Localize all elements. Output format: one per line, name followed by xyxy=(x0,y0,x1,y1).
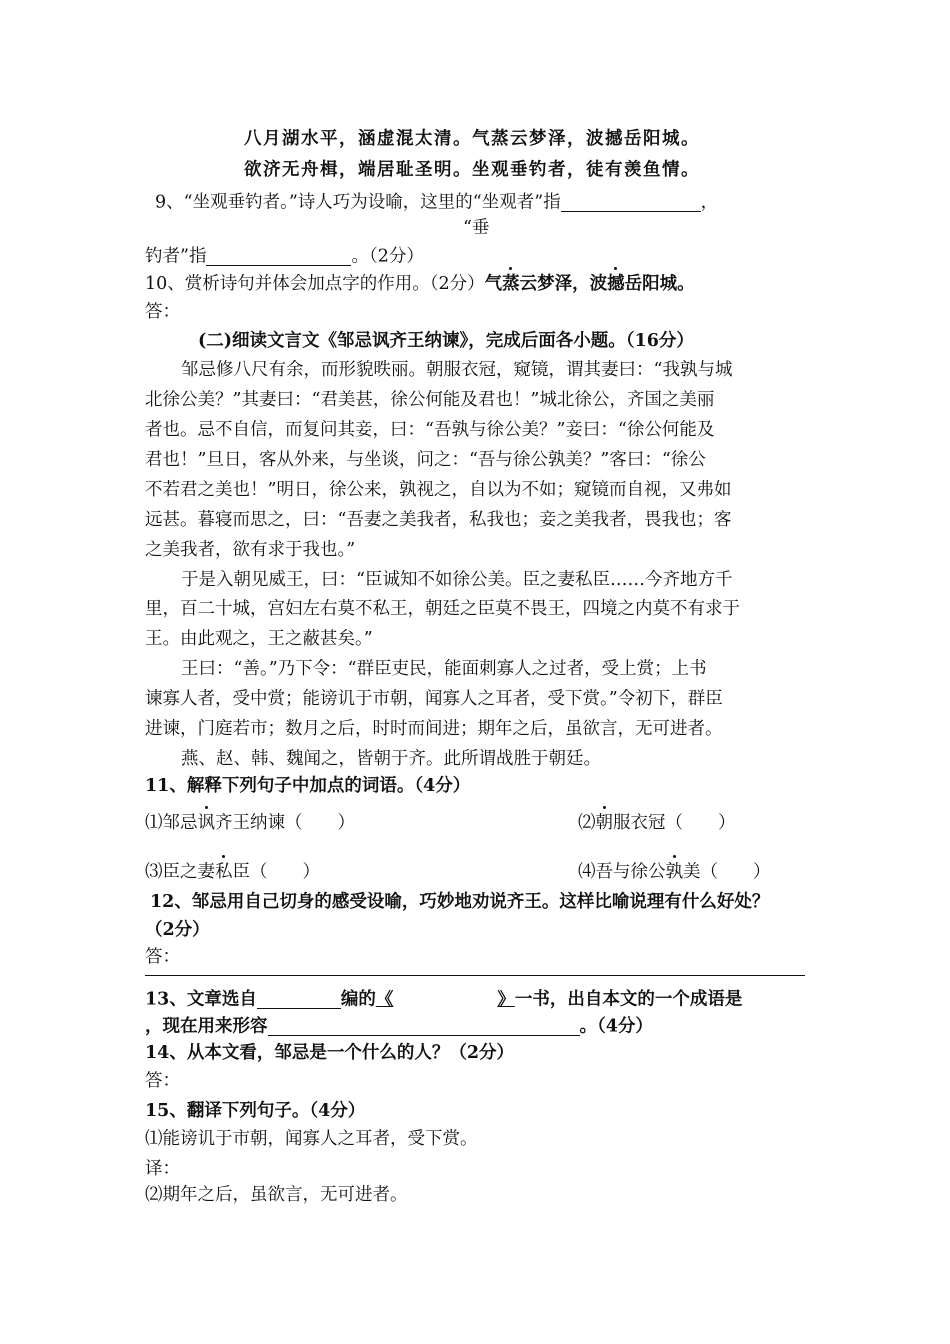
answer-blank[interactable] xyxy=(206,247,351,266)
answer-blank[interactable] xyxy=(257,990,341,1009)
passage-line: 王曰：“善。”乃下令：“群臣吏民，能面刺寡人之过者，受上赏；上书 xyxy=(181,659,707,679)
dotted-char: 私 xyxy=(215,862,233,882)
question-9: 9、“坐观垂钓者。”诗人巧为设喻，这里的“坐观者”指 ， xyxy=(155,192,719,213)
question-11-title: 11、解释下列句子中加点的词语。（4分） xyxy=(145,776,471,796)
question-12-title: 12、邹忌用自己切身的感受设喻，巧妙地劝说齐王。这样比喻说理有什么好处？ xyxy=(150,892,770,912)
passage-line: 北徐公美？”其妻曰：“君美甚，徐公何能及君也！”城北徐公，齐国之美丽 xyxy=(145,390,715,410)
answer-label: 答： xyxy=(145,1071,180,1091)
dotted-char: 蒸 xyxy=(502,274,520,294)
passage-line: 不若君之美也！”明日，徐公来，孰视之，自以为不如；窥镜而自视，又弗如 xyxy=(145,480,732,500)
passage-line: 里，百二十城，宫妇左右莫不私王，朝廷之臣莫不畏王，四境之内莫不有求于 xyxy=(145,599,740,619)
q11-item-3: ⑶臣之妻私臣（ ） xyxy=(145,862,320,882)
translate-sentence-1: ⑴能谤讥于市朝，闻寡人之耳者，受下赏。 xyxy=(145,1129,478,1149)
question-13: 13、文章选自 编的《 》一书，出自本文的一个成语是 xyxy=(145,989,743,1010)
passage-line: 君也！”旦日，客从外来，与坐谈，问之：“吾与徐公孰美？”客曰：“徐公 xyxy=(145,450,706,470)
question-15-title: 15、翻译下列句子。（4分） xyxy=(145,1101,366,1121)
question-13-line2: ，现在用来形容 。（4分） xyxy=(145,1016,653,1037)
answer-label: 答： xyxy=(145,302,180,322)
q11-item-1: ⑴邹忌讽齐王纳谏（ ） xyxy=(145,813,355,833)
passage-line: 王。由此观之，王之蔽甚矣。” xyxy=(145,629,373,649)
translate-sentence-2: ⑵期年之后，虽欲言，无可进者。 xyxy=(145,1185,408,1205)
section-heading: (二)细读文言文《邹忌讽齐王纳谏》，完成后面各小题。（16分） xyxy=(198,331,694,351)
dotted-char: 朝 xyxy=(595,813,613,833)
dotted-char: 孰 xyxy=(665,862,683,882)
question-9-quote: “垂 xyxy=(463,218,490,238)
passage-line: 谏寡人者，受中赏；能谤讥于市朝，闻寡人之耳者，受下赏。”令初下，群臣 xyxy=(145,689,723,709)
passage-line: 燕、赵、韩、魏闻之，皆朝于齐。此所谓战胜于朝廷。 xyxy=(181,749,601,769)
poem-line-1: 八月湖水平，涵虚混太清。气蒸云梦泽，波撼岳阳城。 xyxy=(244,129,700,149)
question-12-score: （2分） xyxy=(145,920,210,940)
dotted-char: 撼 xyxy=(607,274,625,294)
question-10-text: 10、赏析诗句并体会加点字的作用。（2分） xyxy=(145,274,485,294)
question-9-cont: 钓者”指 。（2分） xyxy=(145,246,424,267)
passage-line: 远甚。暮寝而思之，曰：“吾妻之美我者，私我也；妾之美我者，畏我也；客 xyxy=(145,510,732,530)
question-14-title: 14、从本文看，邹忌是一个什么的人？（2分） xyxy=(145,1043,515,1063)
question-10: 10、赏析诗句并体会加点字的作用。（2分）气蒸云梦泽，波撼岳阳城。 xyxy=(145,274,695,294)
translation-label: 译： xyxy=(145,1159,180,1179)
answer-label: 答： xyxy=(145,947,180,967)
question-9-text: 9、“坐观垂钓者。”诗人巧为设喻，这里的“坐观者”指 xyxy=(155,192,561,213)
answer-line[interactable] xyxy=(145,975,805,976)
q11-item-2: ⑵朝服衣冠（ ） xyxy=(578,813,736,833)
dotted-char: 讽 xyxy=(197,813,215,833)
answer-blank[interactable] xyxy=(561,193,701,212)
passage-line: 进谏，门庭若市；数月之后，时时而间进；期年之后，虽欲言，无可进者。 xyxy=(145,719,723,739)
passage-line: 邹忌修八尺有余，而形貌昳丽。朝服衣冠，窥镜，谓其妻曰：“我孰与城 xyxy=(181,360,733,380)
passage-line: 者也。忌不自信，而复问其妾，曰：“吾孰与徐公美？”妾曰：“徐公何能及 xyxy=(145,420,715,440)
poem-line-2: 欲济无舟楫，端居耻圣明。坐观垂钓者，徒有羡鱼情。 xyxy=(244,160,700,180)
answer-blank[interactable] xyxy=(268,1017,580,1036)
passage-line: 之美我者，欲有求于我也。” xyxy=(145,540,356,560)
q11-item-4: ⑷吾与徐公孰美（ ） xyxy=(578,862,771,882)
passage-line: 于是入朝见威王，曰：“臣诚知不如徐公美。臣之妻私臣……今齐地方千 xyxy=(181,570,733,590)
